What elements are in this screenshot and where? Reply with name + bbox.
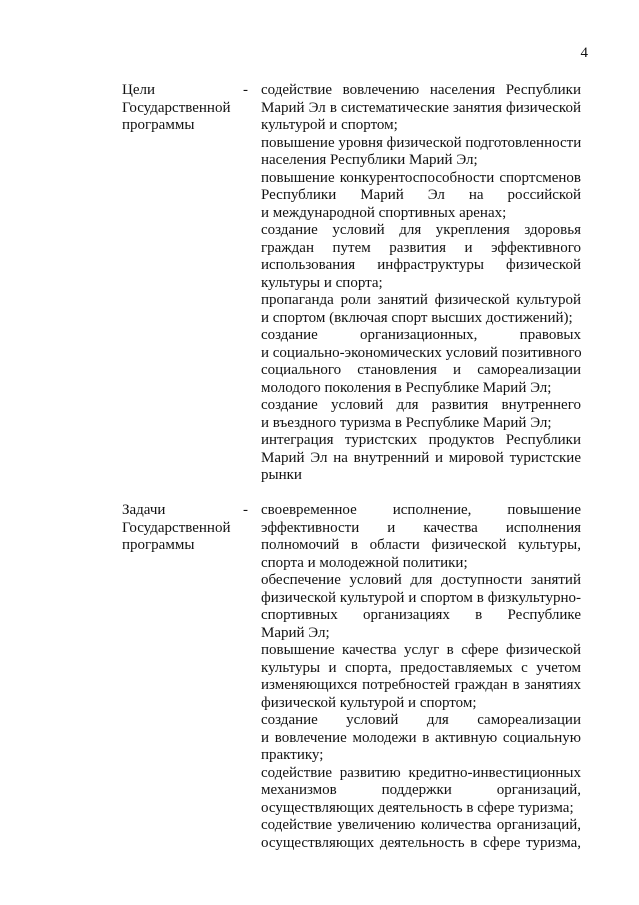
term-line: Цели <box>122 82 156 98</box>
term-line: Государственной <box>122 519 231 536</box>
definition-item <box>261 572 581 642</box>
definition-item <box>261 222 581 292</box>
definition-item <box>261 817 581 852</box>
text-line: и социально-экономических условий позитивного <box>261 344 582 361</box>
text-line: повышение уровня физической подготовленности <box>261 134 582 151</box>
definition-item <box>261 642 581 712</box>
text-line: создание организационных, правовых <box>261 327 581 343</box>
text-line: обеспечение условий для доступности занятий <box>261 572 581 588</box>
text-line: повышение конкурентоспособности спортсменов <box>261 169 581 186</box>
text-line: населения Республики Марий Эл; <box>261 152 478 168</box>
text-line: и международной спортивных аренах; <box>261 204 507 221</box>
text-line: интеграция туристских продуктов Республики <box>261 432 581 448</box>
text-line: спорта и молодежной политики; <box>261 554 468 571</box>
text-line: культурой и спортом; <box>261 117 398 133</box>
text-line: Марий Эл; <box>261 624 330 641</box>
text-line: повышение качества услуг в сфере физической <box>261 642 581 658</box>
text-line: содействие увеличению количества организаций, <box>261 817 581 833</box>
definition-item <box>261 292 581 327</box>
definition-item <box>261 327 581 397</box>
text-line: Марий Эл в систематические занятия физической <box>261 99 581 116</box>
text-line: механизмов поддержки организаций, <box>261 782 581 798</box>
text-line: пропаганда роли занятий физической культурой <box>261 292 581 308</box>
text-line: культуры и спорта; <box>261 274 383 291</box>
text-line: создание условий для самореализации <box>261 712 581 728</box>
term-line: программы <box>122 117 195 133</box>
text-line: социального становления и самореализации <box>261 362 581 378</box>
definition-item <box>261 712 581 765</box>
definition-item <box>261 502 581 572</box>
section-term <box>122 82 244 135</box>
section-definition <box>261 502 581 852</box>
section-term <box>122 502 244 555</box>
term-line: Государственной <box>122 99 231 116</box>
text-line: полномочий в области физической культуры, <box>261 537 581 553</box>
definition-item <box>261 170 581 223</box>
page-number: 4 <box>580 45 588 61</box>
text-line: Республики Марий Эл на российской <box>261 187 581 203</box>
text-line: использования инфраструктуры физической <box>261 257 581 273</box>
text-line: Марий Эл на внутренний и мировой туристские <box>261 449 581 466</box>
text-line: своевременное исполнение, повышение <box>261 502 581 518</box>
text-line: изменяющихся потребностей граждан в занятиях <box>261 677 581 693</box>
section-definition <box>261 82 581 485</box>
text-line: содействие вовлечению населения Республики <box>261 82 581 98</box>
definition-item <box>261 765 581 818</box>
text-line: содействие развитию кредитно-инвестиционных <box>261 764 581 781</box>
term-line: программы <box>122 537 195 553</box>
text-line: культуры и спорта, предоставляемых с учетом <box>261 659 581 676</box>
definition-item <box>261 432 581 485</box>
text-line: молодого поколения в Республике Марий Эл; <box>261 379 552 396</box>
text-line: эффективности и качества исполнения <box>261 519 581 536</box>
text-line: и вовлечение молодежи в активную социальную <box>261 729 581 746</box>
text-line: практику; <box>261 747 324 763</box>
text-line: создание условий для укрепления здоровья <box>261 222 581 238</box>
text-line: и въездного туризма в Республике Марий Эл; <box>261 414 552 431</box>
text-line: создание условий для развития внутреннего <box>261 397 581 413</box>
term-dash: - <box>243 502 248 518</box>
text-line: рынки <box>261 467 302 483</box>
text-line: и спортом (включая спорт высших достижений); <box>261 309 573 326</box>
definition-item <box>261 82 581 135</box>
text-line: осуществляющих деятельность в сфере туризма; <box>261 799 574 816</box>
text-line: осуществляющих деятельность в сфере туризма, <box>261 834 581 851</box>
text-line: физической культурой и спортом в физкультурно- <box>261 589 581 606</box>
definition-item <box>261 135 581 170</box>
definition-item <box>261 397 581 432</box>
term-line: Задачи <box>122 502 166 518</box>
text-line: физической культурой и спортом; <box>261 694 477 711</box>
text-line: граждан путем развития и эффективного <box>261 239 581 256</box>
text-line: спортивных организациях в Республике <box>261 607 581 623</box>
term-dash: - <box>243 82 248 98</box>
